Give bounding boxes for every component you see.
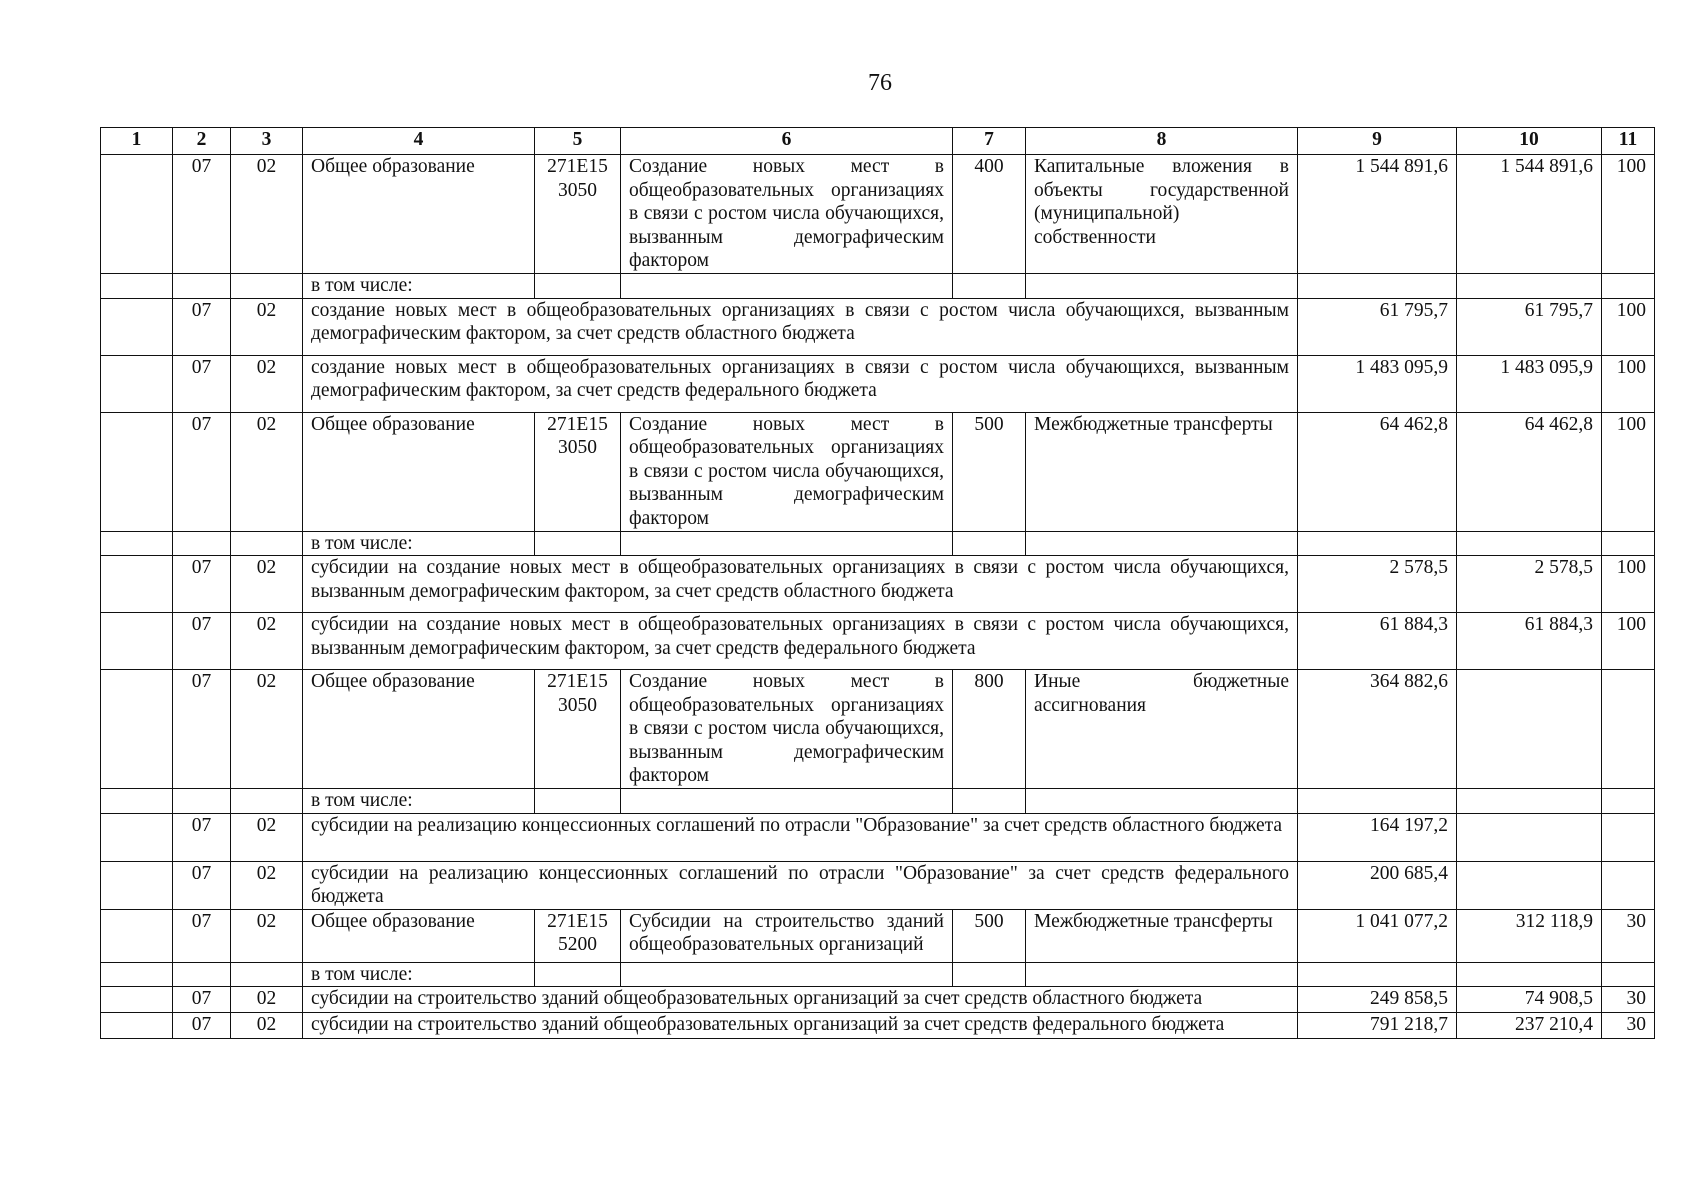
empty-cell — [1602, 789, 1655, 814]
table-row — [101, 861, 1655, 909]
subsection-code: 02 — [231, 556, 303, 613]
column-header: 3 — [231, 128, 303, 155]
empty-cell — [231, 962, 303, 987]
amount-total: 1 041 077,2 — [1298, 909, 1457, 962]
subsection-name: Общее образование — [303, 670, 535, 789]
amount-total: 61 795,7 — [1298, 298, 1457, 355]
section-code: 07 — [173, 1013, 231, 1039]
percent: 100 — [1602, 412, 1655, 531]
expense-type-name: Межбюджетные трансферты — [1026, 909, 1298, 962]
sub-item-description: субсидии на создание новых мест в общеобразовательных организациях в связи с ростом числа обучающихся, вызванным демографическим фактором, за счет средств федерального бюджета — [303, 613, 1298, 670]
section-code: 07 — [173, 813, 231, 861]
sub-item-description: создание новых мест в общеобразовательных организациях в связи с ростом числа обучающихся, вызванным демографическим фактором, за счет средств федерального бюджета — [303, 355, 1298, 412]
empty-cell — [101, 556, 173, 613]
empty-cell — [621, 531, 953, 556]
empty-cell — [953, 789, 1026, 814]
subsection-code: 02 — [231, 987, 303, 1013]
empty-cell — [1457, 274, 1602, 299]
expense-type-code: 800 — [953, 670, 1026, 789]
empty-cell — [1026, 962, 1298, 987]
expense-type-code: 400 — [953, 155, 1026, 274]
sub-item-description: субсидии на реализацию концессионных соглашений по отрасли "Образование" за счет средств областного бюджета — [303, 813, 1298, 861]
percent: 30 — [1602, 1013, 1655, 1039]
empty-cell — [535, 962, 621, 987]
amount-total: 164 197,2 — [1298, 813, 1457, 861]
column-header: 4 — [303, 128, 535, 155]
empty-cell — [535, 531, 621, 556]
empty-cell — [1602, 962, 1655, 987]
header-row — [101, 128, 1655, 155]
amount-share — [1457, 861, 1602, 909]
column-header: 7 — [953, 128, 1026, 155]
amount-share: 2 578,5 — [1457, 556, 1602, 613]
empty-cell — [101, 670, 173, 789]
percent: 30 — [1602, 909, 1655, 962]
percent — [1602, 861, 1655, 909]
subsection-code: 02 — [231, 298, 303, 355]
percent: 100 — [1602, 556, 1655, 613]
amount-share — [1457, 670, 1602, 789]
subsection-name: Общее образование — [303, 412, 535, 531]
including-label: в том числе: — [303, 531, 535, 556]
amount-share: 1 483 095,9 — [1457, 355, 1602, 412]
empty-cell — [535, 274, 621, 299]
target-article-name: Субсидии на строительство зданий общеобразовательных организаций — [621, 909, 953, 962]
empty-cell — [101, 613, 173, 670]
empty-cell — [1602, 274, 1655, 299]
empty-cell — [953, 531, 1026, 556]
empty-cell — [1298, 531, 1457, 556]
empty-cell — [101, 861, 173, 909]
sub-item-description: создание новых мест в общеобразовательных организациях в связи с ростом числа обучающихся, вызванным демографическим фактором, за счет средств областного бюджета — [303, 298, 1298, 355]
section-code: 07 — [173, 909, 231, 962]
table-row — [101, 298, 1655, 355]
amount-total: 249 858,5 — [1298, 987, 1457, 1013]
target-article-name: Создание новых мест в общеобразовательных организациях в связи с ростом числа обучающихся, вызванным демографическим фактором — [621, 155, 953, 274]
table-row — [101, 909, 1655, 962]
table-row — [101, 613, 1655, 670]
percent — [1602, 813, 1655, 861]
section-code: 07 — [173, 412, 231, 531]
subsection-code: 02 — [231, 613, 303, 670]
target-article-code — [535, 155, 621, 274]
sub-item-description: субсидии на строительство зданий общеобразовательных организаций за счет средств областного бюджета — [303, 987, 1298, 1013]
empty-cell — [231, 274, 303, 299]
empty-cell — [1457, 789, 1602, 814]
empty-cell — [1026, 274, 1298, 299]
column-header: 8 — [1026, 128, 1298, 155]
table-row — [101, 531, 1655, 556]
table-row — [101, 412, 1655, 531]
amount-total: 200 685,4 — [1298, 861, 1457, 909]
empty-cell — [1457, 531, 1602, 556]
target-article-code — [535, 670, 621, 789]
column-header: 9 — [1298, 128, 1457, 155]
empty-cell — [101, 412, 173, 531]
empty-cell — [1298, 962, 1457, 987]
table-row — [101, 155, 1655, 274]
code-part: 3050 — [558, 437, 597, 458]
amount-total: 61 884,3 — [1298, 613, 1457, 670]
empty-cell — [1026, 789, 1298, 814]
expense-type-name: Капитальные вложения в объекты государственной (муниципальной) собственности — [1026, 155, 1298, 274]
including-label: в том числе: — [303, 962, 535, 987]
code-part: 5200 — [558, 934, 597, 955]
budget-table — [100, 127, 1655, 1039]
target-article-name: Создание новых мест в общеобразовательных организациях в связи с ростом числа обучающихся, вызванным демографическим фактором — [621, 670, 953, 789]
empty-cell — [101, 962, 173, 987]
table-row — [101, 670, 1655, 789]
table-row — [101, 355, 1655, 412]
table-row — [101, 274, 1655, 299]
column-header: 10 — [1457, 128, 1602, 155]
empty-cell — [173, 531, 231, 556]
section-code: 07 — [173, 298, 231, 355]
subsection-code: 02 — [231, 412, 303, 531]
code-part: 271Е15 — [547, 413, 608, 435]
percent: 100 — [1602, 155, 1655, 274]
table-row — [101, 789, 1655, 814]
target-article-code — [535, 909, 621, 962]
empty-cell — [101, 531, 173, 556]
code-part: 3050 — [558, 179, 597, 201]
expense-type-code: 500 — [953, 412, 1026, 531]
section-code: 07 — [173, 670, 231, 789]
subsection-code: 02 — [231, 813, 303, 861]
empty-cell — [1026, 531, 1298, 556]
empty-cell — [101, 298, 173, 355]
amount-share: 237 210,4 — [1457, 1013, 1602, 1039]
column-header: 2 — [173, 128, 231, 155]
column-header: 5 — [535, 128, 621, 155]
section-code: 07 — [173, 155, 231, 274]
table-row — [101, 1013, 1655, 1039]
amount-share — [1457, 813, 1602, 861]
percent — [1602, 670, 1655, 789]
empty-cell — [101, 355, 173, 412]
table-row — [101, 813, 1655, 861]
sub-item-description: субсидии на строительство зданий общеобразовательных организаций за счет средств федерального бюджета — [303, 1013, 1298, 1039]
empty-cell — [1602, 531, 1655, 556]
empty-cell — [621, 789, 953, 814]
empty-cell — [173, 274, 231, 299]
empty-cell — [1298, 274, 1457, 299]
code-part: 271Е15 — [547, 910, 608, 932]
code-part: 271Е15 — [547, 156, 608, 177]
column-header: 6 — [621, 128, 953, 155]
percent: 100 — [1602, 355, 1655, 412]
table-row — [101, 987, 1655, 1013]
target-article-code — [535, 412, 621, 531]
subsection-name: Общее образование — [303, 909, 535, 962]
section-code: 07 — [173, 355, 231, 412]
empty-cell — [535, 789, 621, 814]
empty-cell — [101, 274, 173, 299]
target-article-name: Создание новых мест в общеобразовательных организациях в связи с ростом числа обучающихся, вызванным демографическим фактором — [621, 412, 953, 531]
section-code: 07 — [173, 556, 231, 613]
code-part: 3050 — [558, 694, 597, 716]
subsection-code: 02 — [231, 670, 303, 789]
empty-cell — [101, 1013, 173, 1039]
empty-cell — [1298, 789, 1457, 814]
column-header: 11 — [1602, 128, 1655, 155]
col1-cell — [101, 155, 173, 274]
amount-share: 312 118,9 — [1457, 909, 1602, 962]
empty-cell — [231, 531, 303, 556]
section-code: 07 — [173, 861, 231, 909]
section-code: 07 — [173, 613, 231, 670]
table-row — [101, 962, 1655, 987]
amount-total: 1 544 891,6 — [1298, 155, 1457, 274]
subsection-code: 02 — [231, 1013, 303, 1039]
expense-type-name: Иные бюджетные ассигнования — [1026, 670, 1298, 789]
amount-share: 61 795,7 — [1457, 298, 1602, 355]
empty-cell — [101, 909, 173, 962]
subsection-code: 02 — [231, 861, 303, 909]
empty-cell — [173, 962, 231, 987]
column-header: 1 — [101, 128, 173, 155]
expense-type-code: 500 — [953, 909, 1026, 962]
amount-total: 364 882,6 — [1298, 670, 1457, 789]
empty-cell — [101, 789, 173, 814]
expense-type-name: Межбюджетные трансферты — [1026, 412, 1298, 531]
code-part: 271Е15 — [547, 671, 608, 692]
amount-total: 64 462,8 — [1298, 412, 1457, 531]
including-label: в том числе: — [303, 789, 535, 814]
subsection-code: 02 — [231, 155, 303, 274]
amount-share: 64 462,8 — [1457, 412, 1602, 531]
empty-cell — [1457, 962, 1602, 987]
empty-cell — [231, 789, 303, 814]
amount-total: 2 578,5 — [1298, 556, 1457, 613]
page-number: 76 — [868, 70, 892, 96]
sub-item-description: субсидии на реализацию концессионных соглашений по отрасли "Образование" за счет средств федерального бюджета — [303, 861, 1298, 909]
subsection-code: 02 — [231, 355, 303, 412]
percent: 100 — [1602, 298, 1655, 355]
amount-share: 61 884,3 — [1457, 613, 1602, 670]
amount-total: 791 218,7 — [1298, 1013, 1457, 1039]
empty-cell — [953, 274, 1026, 299]
subsection-name: Общее образование — [303, 155, 535, 274]
percent: 30 — [1602, 987, 1655, 1013]
including-label: в том числе: — [303, 274, 535, 299]
empty-cell — [101, 813, 173, 861]
amount-share: 74 908,5 — [1457, 987, 1602, 1013]
amount-total: 1 483 095,9 — [1298, 355, 1457, 412]
percent: 100 — [1602, 613, 1655, 670]
empty-cell — [953, 962, 1026, 987]
subsection-code: 02 — [231, 909, 303, 962]
empty-cell — [101, 987, 173, 1013]
amount-share: 1 544 891,6 — [1457, 155, 1602, 274]
sub-item-description: субсидии на создание новых мест в общеобразовательных организациях в связи с ростом числа обучающихся, вызванным демографическим фактором, за счет средств областного бюджета — [303, 556, 1298, 613]
empty-cell — [173, 789, 231, 814]
empty-cell — [621, 962, 953, 987]
empty-cell — [621, 274, 953, 299]
section-code: 07 — [173, 987, 231, 1013]
table-row — [101, 556, 1655, 613]
